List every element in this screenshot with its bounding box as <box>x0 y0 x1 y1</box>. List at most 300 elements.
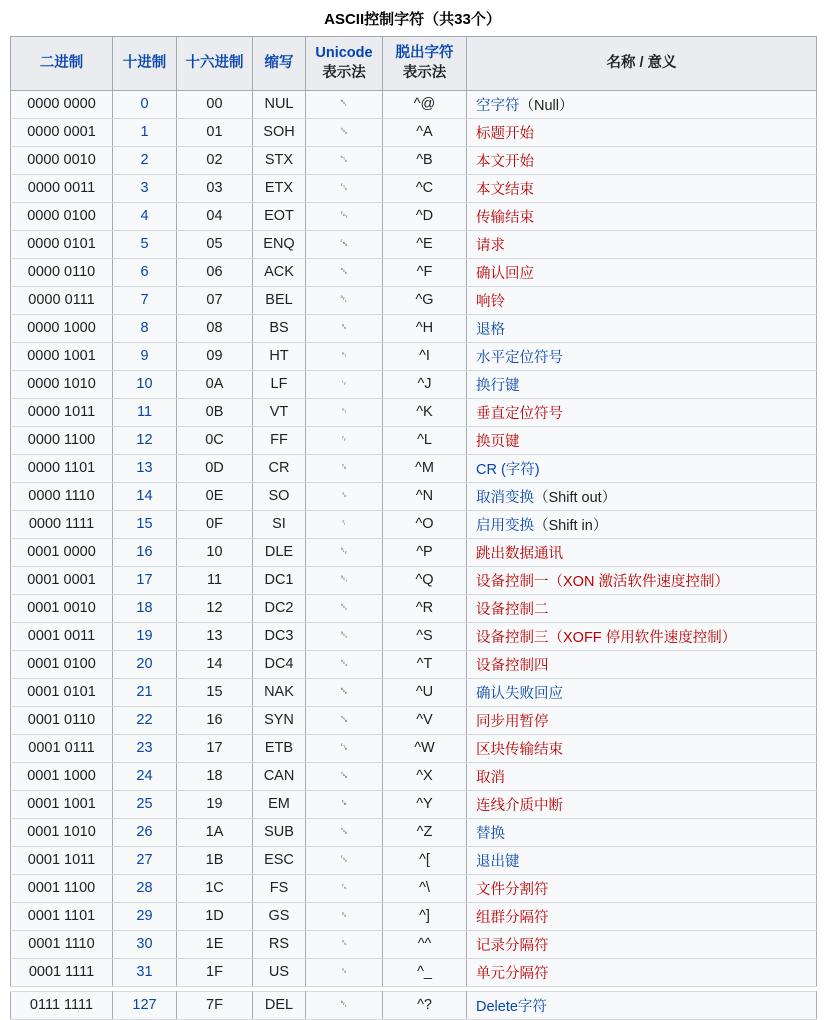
hex-cell: 16 <box>177 706 253 734</box>
name-link[interactable]: 换页键 <box>476 433 520 450</box>
hex-cell: 01 <box>177 118 253 146</box>
table-row <box>11 874 817 902</box>
unicode-symbol-cell <box>306 874 383 902</box>
hex-cell: 0D <box>177 454 253 482</box>
name-cell <box>467 706 817 734</box>
unicode-symbol: ␇ <box>340 295 348 306</box>
binary-cell: 0000 1011 <box>11 398 113 426</box>
name-link[interactable]: 同步用暂停 <box>476 713 549 730</box>
name-link[interactable]: 取消变换 <box>476 489 534 506</box>
table-row <box>11 818 817 846</box>
escape-cell: ^O <box>383 510 467 538</box>
unicode-symbol-cell <box>306 790 383 818</box>
name-link[interactable]: 垂直定位符号 <box>476 405 563 422</box>
unicode-symbol-cell <box>306 454 383 482</box>
decimal-cell <box>113 790 177 818</box>
decimal-link[interactable]: 17 <box>136 572 153 589</box>
hex-cell: 08 <box>177 314 253 342</box>
binary-cell: 0001 0011 <box>11 622 113 650</box>
escape-cell: ^\ <box>383 874 467 902</box>
name-link[interactable]: 记录分隔符 <box>476 937 549 954</box>
unicode-symbol-cell <box>306 370 383 398</box>
name-link[interactable]: 文件分割符 <box>476 881 549 898</box>
unicode-symbol-cell <box>306 991 383 1019</box>
hex-cell: 00 <box>177 90 253 118</box>
escape-cell: ^G <box>383 286 467 314</box>
escape-cell: ^J <box>383 370 467 398</box>
col-header-text: 表示法 <box>322 65 366 82</box>
name-cell <box>467 678 817 706</box>
binary-cell: 0000 0000 <box>11 90 113 118</box>
abbr-cell: DC2 <box>253 594 306 622</box>
decimal-cell <box>113 174 177 202</box>
hex-cell: 7F <box>177 991 253 1019</box>
escape-cell: ^X <box>383 762 467 790</box>
name-link[interactable]: 组群分隔符 <box>476 909 549 926</box>
decimal-cell <box>113 762 177 790</box>
hex-cell: 03 <box>177 174 253 202</box>
table-row <box>11 342 817 370</box>
name-link[interactable]: 设备控制三（XOFF 停用软件速度控制） <box>476 629 737 646</box>
escape-cell: ^T <box>383 650 467 678</box>
decimal-cell <box>113 398 177 426</box>
header-row <box>11 37 817 91</box>
decimal-cell <box>113 958 177 986</box>
abbr-cell: CAN <box>253 762 306 790</box>
decimal-link[interactable]: 22 <box>136 712 153 729</box>
table-row <box>11 846 817 874</box>
escape-cell: ^U <box>383 678 467 706</box>
name-link[interactable]: 空字符 <box>476 97 520 114</box>
name-cell <box>467 314 817 342</box>
name-link[interactable]: 设备控制四 <box>476 657 549 674</box>
decimal-link[interactable]: 8 <box>140 320 149 337</box>
decimal-cell <box>113 678 177 706</box>
escape-cell: ^K <box>383 398 467 426</box>
unicode-symbol: ␓ <box>340 631 348 642</box>
binary-cell: 0001 1000 <box>11 762 113 790</box>
col-header-text: 名称 / 意义 <box>606 55 677 72</box>
decimal-cell <box>113 991 177 1019</box>
decimal-cell <box>113 370 177 398</box>
name-cell <box>467 370 817 398</box>
decimal-cell <box>113 566 177 594</box>
unicode-symbol: ␝ <box>340 911 348 922</box>
name-cell <box>467 174 817 202</box>
decimal-cell <box>113 230 177 258</box>
table-row <box>11 510 817 538</box>
decimal-link[interactable]: 18 <box>136 600 153 617</box>
binary-cell: 0000 1000 <box>11 314 113 342</box>
name-link[interactable]: 确认失败回应 <box>476 685 563 702</box>
decimal-cell <box>113 846 177 874</box>
name-cell <box>467 342 817 370</box>
decimal-cell <box>113 734 177 762</box>
abbr-cell: SOH <box>253 118 306 146</box>
binary-cell: 0001 0010 <box>11 594 113 622</box>
decimal-cell <box>113 930 177 958</box>
unicode-symbol: ␑ <box>340 575 348 586</box>
name-cell <box>467 874 817 902</box>
unicode-symbol: ␍ <box>340 463 348 474</box>
name-link[interactable]: 本文结束 <box>476 181 534 198</box>
unicode-symbol-cell <box>306 118 383 146</box>
name-link[interactable]: 区块传输结束 <box>476 741 563 758</box>
name-link[interactable]: 单元分隔符 <box>476 965 549 982</box>
name-link[interactable]: 响铃 <box>476 293 505 310</box>
hex-cell: 04 <box>177 202 253 230</box>
abbr-cell: RS <box>253 930 306 958</box>
decimal-cell <box>113 706 177 734</box>
table-row <box>11 622 817 650</box>
binary-cell: 0000 0110 <box>11 258 113 286</box>
escape-cell: ^E <box>383 230 467 258</box>
binary-cell: 0001 1100 <box>11 874 113 902</box>
decimal-link[interactable]: 16 <box>136 544 153 561</box>
hex-cell: 18 <box>177 762 253 790</box>
decimal-link[interactable]: 23 <box>136 740 153 757</box>
name-cell <box>467 538 817 566</box>
name-cell <box>467 90 817 118</box>
binary-cell: 0001 0110 <box>11 706 113 734</box>
name-link[interactable]: 设备控制二 <box>476 601 549 618</box>
binary-cell: 0001 1011 <box>11 846 113 874</box>
decimal-cell <box>113 874 177 902</box>
name-link[interactable]: 启用变换 <box>476 517 534 534</box>
name-cell <box>467 118 817 146</box>
escape-cell: ^H <box>383 314 467 342</box>
decimal-cell <box>113 902 177 930</box>
table-row <box>11 930 817 958</box>
name-link[interactable]: 传输结束 <box>476 209 534 226</box>
binary-cell: 0001 0000 <box>11 538 113 566</box>
name-cell <box>467 454 817 482</box>
table-row <box>11 174 817 202</box>
decimal-link[interactable]: 19 <box>136 628 153 645</box>
escape-cell: ^S <box>383 622 467 650</box>
decimal-cell <box>113 286 177 314</box>
decimal-link[interactable]: 6 <box>140 264 149 281</box>
hex-cell: 0E <box>177 482 253 510</box>
abbr-cell: CR <box>253 454 306 482</box>
hex-cell: 11 <box>177 566 253 594</box>
name-cell <box>467 790 817 818</box>
unicode-symbol-cell <box>306 482 383 510</box>
name-link[interactable]: 请求 <box>476 237 505 254</box>
name-link[interactable]: 取消 <box>476 769 505 786</box>
escape-cell: ^V <box>383 706 467 734</box>
table-row <box>11 454 817 482</box>
unicode-symbol-cell <box>306 202 383 230</box>
unicode-symbol-cell <box>306 510 383 538</box>
col-header-link-hex[interactable]: 十六进制 <box>185 55 244 72</box>
unicode-symbol: ␁ <box>340 127 348 138</box>
unicode-symbol: ␀ <box>340 99 348 110</box>
decimal-link[interactable]: 14 <box>136 488 153 505</box>
escape-cell: ^@ <box>383 90 467 118</box>
decimal-link[interactable]: 4 <box>140 208 149 225</box>
escape-cell: ^M <box>383 454 467 482</box>
binary-cell: 0001 1101 <box>11 902 113 930</box>
binary-cell: 0001 0001 <box>11 566 113 594</box>
col-header-link-unicode[interactable]: Unicode <box>315 45 373 61</box>
unicode-symbol: ␔ <box>340 659 348 670</box>
table-title: ASCII控制字符（共33个） <box>324 11 501 28</box>
abbr-cell: ETX <box>253 174 306 202</box>
decimal-cell <box>113 342 177 370</box>
table-row <box>11 991 817 1019</box>
escape-cell: ^W <box>383 734 467 762</box>
name-cell <box>467 286 817 314</box>
name-cell <box>467 510 817 538</box>
escape-cell: ^] <box>383 902 467 930</box>
name-cell <box>467 482 817 510</box>
abbr-cell: GS <box>253 902 306 930</box>
table-row <box>11 258 817 286</box>
decimal-link[interactable]: 28 <box>136 880 153 897</box>
table-row <box>11 594 817 622</box>
decimal-link[interactable]: 15 <box>136 516 153 533</box>
unicode-symbol: ␜ <box>340 883 348 894</box>
abbr-cell: DEL <box>253 991 306 1019</box>
escape-cell: ^R <box>383 594 467 622</box>
abbr-cell: LF <box>253 370 306 398</box>
decimal-link[interactable]: 29 <box>136 908 153 925</box>
unicode-symbol: ␅ <box>340 239 348 250</box>
unicode-symbol-cell <box>306 258 383 286</box>
abbr-cell: SO <box>253 482 306 510</box>
abbr-cell: NUL <box>253 90 306 118</box>
decimal-link[interactable]: 24 <box>136 768 153 785</box>
abbr-cell: EM <box>253 790 306 818</box>
decimal-cell <box>113 454 177 482</box>
decimal-link[interactable]: 27 <box>136 852 153 869</box>
hex-cell: 06 <box>177 258 253 286</box>
unicode-symbol: ␄ <box>340 211 348 222</box>
ascii-control-table-del <box>10 991 817 1020</box>
unicode-symbol: ␗ <box>340 743 348 754</box>
decimal-link[interactable]: 21 <box>136 684 153 701</box>
hex-cell: 1D <box>177 902 253 930</box>
escape-cell: ^I <box>383 342 467 370</box>
ascii-control-table-main <box>10 36 817 987</box>
table-row <box>11 538 817 566</box>
binary-cell: 0000 1111 <box>11 510 113 538</box>
abbr-cell: NAK <box>253 678 306 706</box>
table-row <box>11 902 817 930</box>
name-link[interactable]: 跳出数据通讯 <box>476 545 563 562</box>
unicode-symbol-cell <box>306 930 383 958</box>
escape-cell: ^B <box>383 146 467 174</box>
col-header-link-abbr[interactable]: 缩写 <box>264 55 294 72</box>
col-header-escape <box>383 37 467 91</box>
hex-cell: 19 <box>177 790 253 818</box>
unicode-symbol: ␂ <box>340 155 348 166</box>
hex-cell: 12 <box>177 594 253 622</box>
decimal-link[interactable]: 127 <box>132 997 157 1014</box>
binary-cell: 0000 0111 <box>11 286 113 314</box>
binary-cell: 0000 1110 <box>11 482 113 510</box>
decimal-link[interactable]: 25 <box>136 796 153 813</box>
name-cell <box>467 426 817 454</box>
decimal-link[interactable]: 26 <box>136 824 153 841</box>
unicode-symbol-cell <box>306 706 383 734</box>
binary-cell: 0001 0111 <box>11 734 113 762</box>
name-cell <box>467 230 817 258</box>
decimal-link[interactable]: 7 <box>140 292 149 309</box>
abbr-cell: STX <box>253 146 306 174</box>
unicode-symbol-cell <box>306 146 383 174</box>
unicode-symbol: ␘ <box>340 771 348 782</box>
decimal-link[interactable]: 30 <box>136 936 153 953</box>
abbr-cell: DC3 <box>253 622 306 650</box>
binary-cell: 0001 1110 <box>11 930 113 958</box>
decimal-link[interactable]: 31 <box>136 964 153 981</box>
unicode-symbol-cell <box>306 566 383 594</box>
name-text: （Shift out） <box>534 489 617 506</box>
decimal-link[interactable]: 3 <box>140 180 149 197</box>
unicode-symbol: ␒ <box>340 603 348 614</box>
name-cell <box>467 202 817 230</box>
name-link[interactable]: 替换 <box>476 825 505 842</box>
unicode-symbol: ␈ <box>340 323 348 334</box>
name-cell <box>467 762 817 790</box>
escape-cell: ^F <box>383 258 467 286</box>
unicode-symbol-cell <box>306 174 383 202</box>
unicode-symbol: ␙ <box>340 799 348 810</box>
decimal-cell <box>113 146 177 174</box>
table-row <box>11 482 817 510</box>
unicode-symbol-cell <box>306 678 383 706</box>
unicode-symbol: ␕ <box>340 687 348 698</box>
name-link[interactable]: 标题开始 <box>476 125 534 142</box>
name-cell <box>467 902 817 930</box>
binary-cell: 0000 0101 <box>11 230 113 258</box>
name-link[interactable]: 退格 <box>476 321 505 338</box>
name-link[interactable]: CR (字符) <box>476 461 540 478</box>
abbr-cell: ETB <box>253 734 306 762</box>
escape-cell: ^[ <box>383 846 467 874</box>
decimal-cell <box>113 426 177 454</box>
col-header-link-escape[interactable]: 脱出字符 <box>395 45 454 61</box>
unicode-symbol: ␟ <box>340 967 348 978</box>
abbr-cell: SUB <box>253 818 306 846</box>
escape-cell: ^Q <box>383 566 467 594</box>
hex-cell: 1E <box>177 930 253 958</box>
table-row <box>11 762 817 790</box>
name-link[interactable]: 水平定位符号 <box>476 349 563 366</box>
abbr-cell: DC1 <box>253 566 306 594</box>
binary-cell: 0001 1010 <box>11 818 113 846</box>
abbr-cell: DLE <box>253 538 306 566</box>
escape-cell: ^P <box>383 538 467 566</box>
hex-cell: 02 <box>177 146 253 174</box>
name-cell <box>467 566 817 594</box>
unicode-symbol-cell <box>306 762 383 790</box>
unicode-symbol-cell <box>306 650 383 678</box>
decimal-link[interactable]: 10 <box>136 376 153 393</box>
col-header-hex <box>177 37 253 91</box>
unicode-symbol: ␞ <box>340 939 348 950</box>
unicode-symbol: ␌ <box>340 435 348 446</box>
name-cell <box>467 258 817 286</box>
hex-cell: 14 <box>177 650 253 678</box>
decimal-link[interactable]: 13 <box>136 460 153 477</box>
name-link[interactable]: 换行键 <box>476 377 520 394</box>
decimal-link[interactable]: 1 <box>140 124 149 141</box>
table-row <box>11 734 817 762</box>
table-row <box>11 958 817 986</box>
decimal-cell <box>113 314 177 342</box>
hex-cell: 07 <box>177 286 253 314</box>
name-link[interactable]: 设备控制一（XON 激活软件速度控制） <box>476 573 729 590</box>
hex-cell: 09 <box>177 342 253 370</box>
unicode-symbol-cell <box>306 846 383 874</box>
name-link[interactable]: 连线介质中断 <box>476 797 563 814</box>
decimal-cell <box>113 650 177 678</box>
unicode-symbol: ␖ <box>340 715 348 726</box>
abbr-cell: FF <box>253 426 306 454</box>
col-header-link-decimal[interactable]: 十进制 <box>122 55 167 72</box>
table-row <box>11 230 817 258</box>
name-link[interactable]: 确认回应 <box>476 265 534 282</box>
abbr-cell: ACK <box>253 258 306 286</box>
decimal-link[interactable]: 11 <box>136 404 153 421</box>
unicode-symbol: ␉ <box>340 351 348 362</box>
unicode-symbol-cell <box>306 90 383 118</box>
name-cell <box>467 650 817 678</box>
decimal-link[interactable]: 5 <box>140 236 149 253</box>
unicode-symbol: ␡ <box>340 1000 348 1011</box>
decimal-link[interactable]: 0 <box>140 96 149 113</box>
unicode-symbol-cell <box>306 818 383 846</box>
name-link[interactable]: Delete字符 <box>476 998 547 1015</box>
decimal-cell <box>113 818 177 846</box>
escape-cell: ^A <box>383 118 467 146</box>
name-link[interactable]: 本文开始 <box>476 153 534 170</box>
unicode-symbol-cell <box>306 622 383 650</box>
col-header-decimal <box>113 37 177 91</box>
name-cell <box>467 146 817 174</box>
name-text: （Shift in） <box>534 517 608 534</box>
hex-cell: 1F <box>177 958 253 986</box>
decimal-cell <box>113 538 177 566</box>
decimal-link[interactable]: 2 <box>140 152 149 169</box>
escape-cell: ^C <box>383 174 467 202</box>
table-row <box>11 398 817 426</box>
name-cell <box>467 991 817 1019</box>
decimal-link[interactable]: 9 <box>140 348 149 365</box>
abbr-cell: ENQ <box>253 230 306 258</box>
col-header-link-binary[interactable]: 二进制 <box>39 55 84 72</box>
hex-cell: 17 <box>177 734 253 762</box>
hex-cell: 15 <box>177 678 253 706</box>
binary-cell: 0001 1001 <box>11 790 113 818</box>
abbr-cell: HT <box>253 342 306 370</box>
hex-cell: 0A <box>177 370 253 398</box>
decimal-link[interactable]: 20 <box>136 656 153 673</box>
table-row <box>11 678 817 706</box>
hex-cell: 1A <box>177 818 253 846</box>
unicode-symbol-cell <box>306 342 383 370</box>
unicode-symbol-cell <box>306 958 383 986</box>
name-link[interactable]: 退出键 <box>476 853 520 870</box>
name-text: （Null） <box>519 97 574 114</box>
abbr-cell: SI <box>253 510 306 538</box>
decimal-link[interactable]: 12 <box>136 432 153 449</box>
table-row <box>11 370 817 398</box>
abbr-cell: FS <box>253 874 306 902</box>
